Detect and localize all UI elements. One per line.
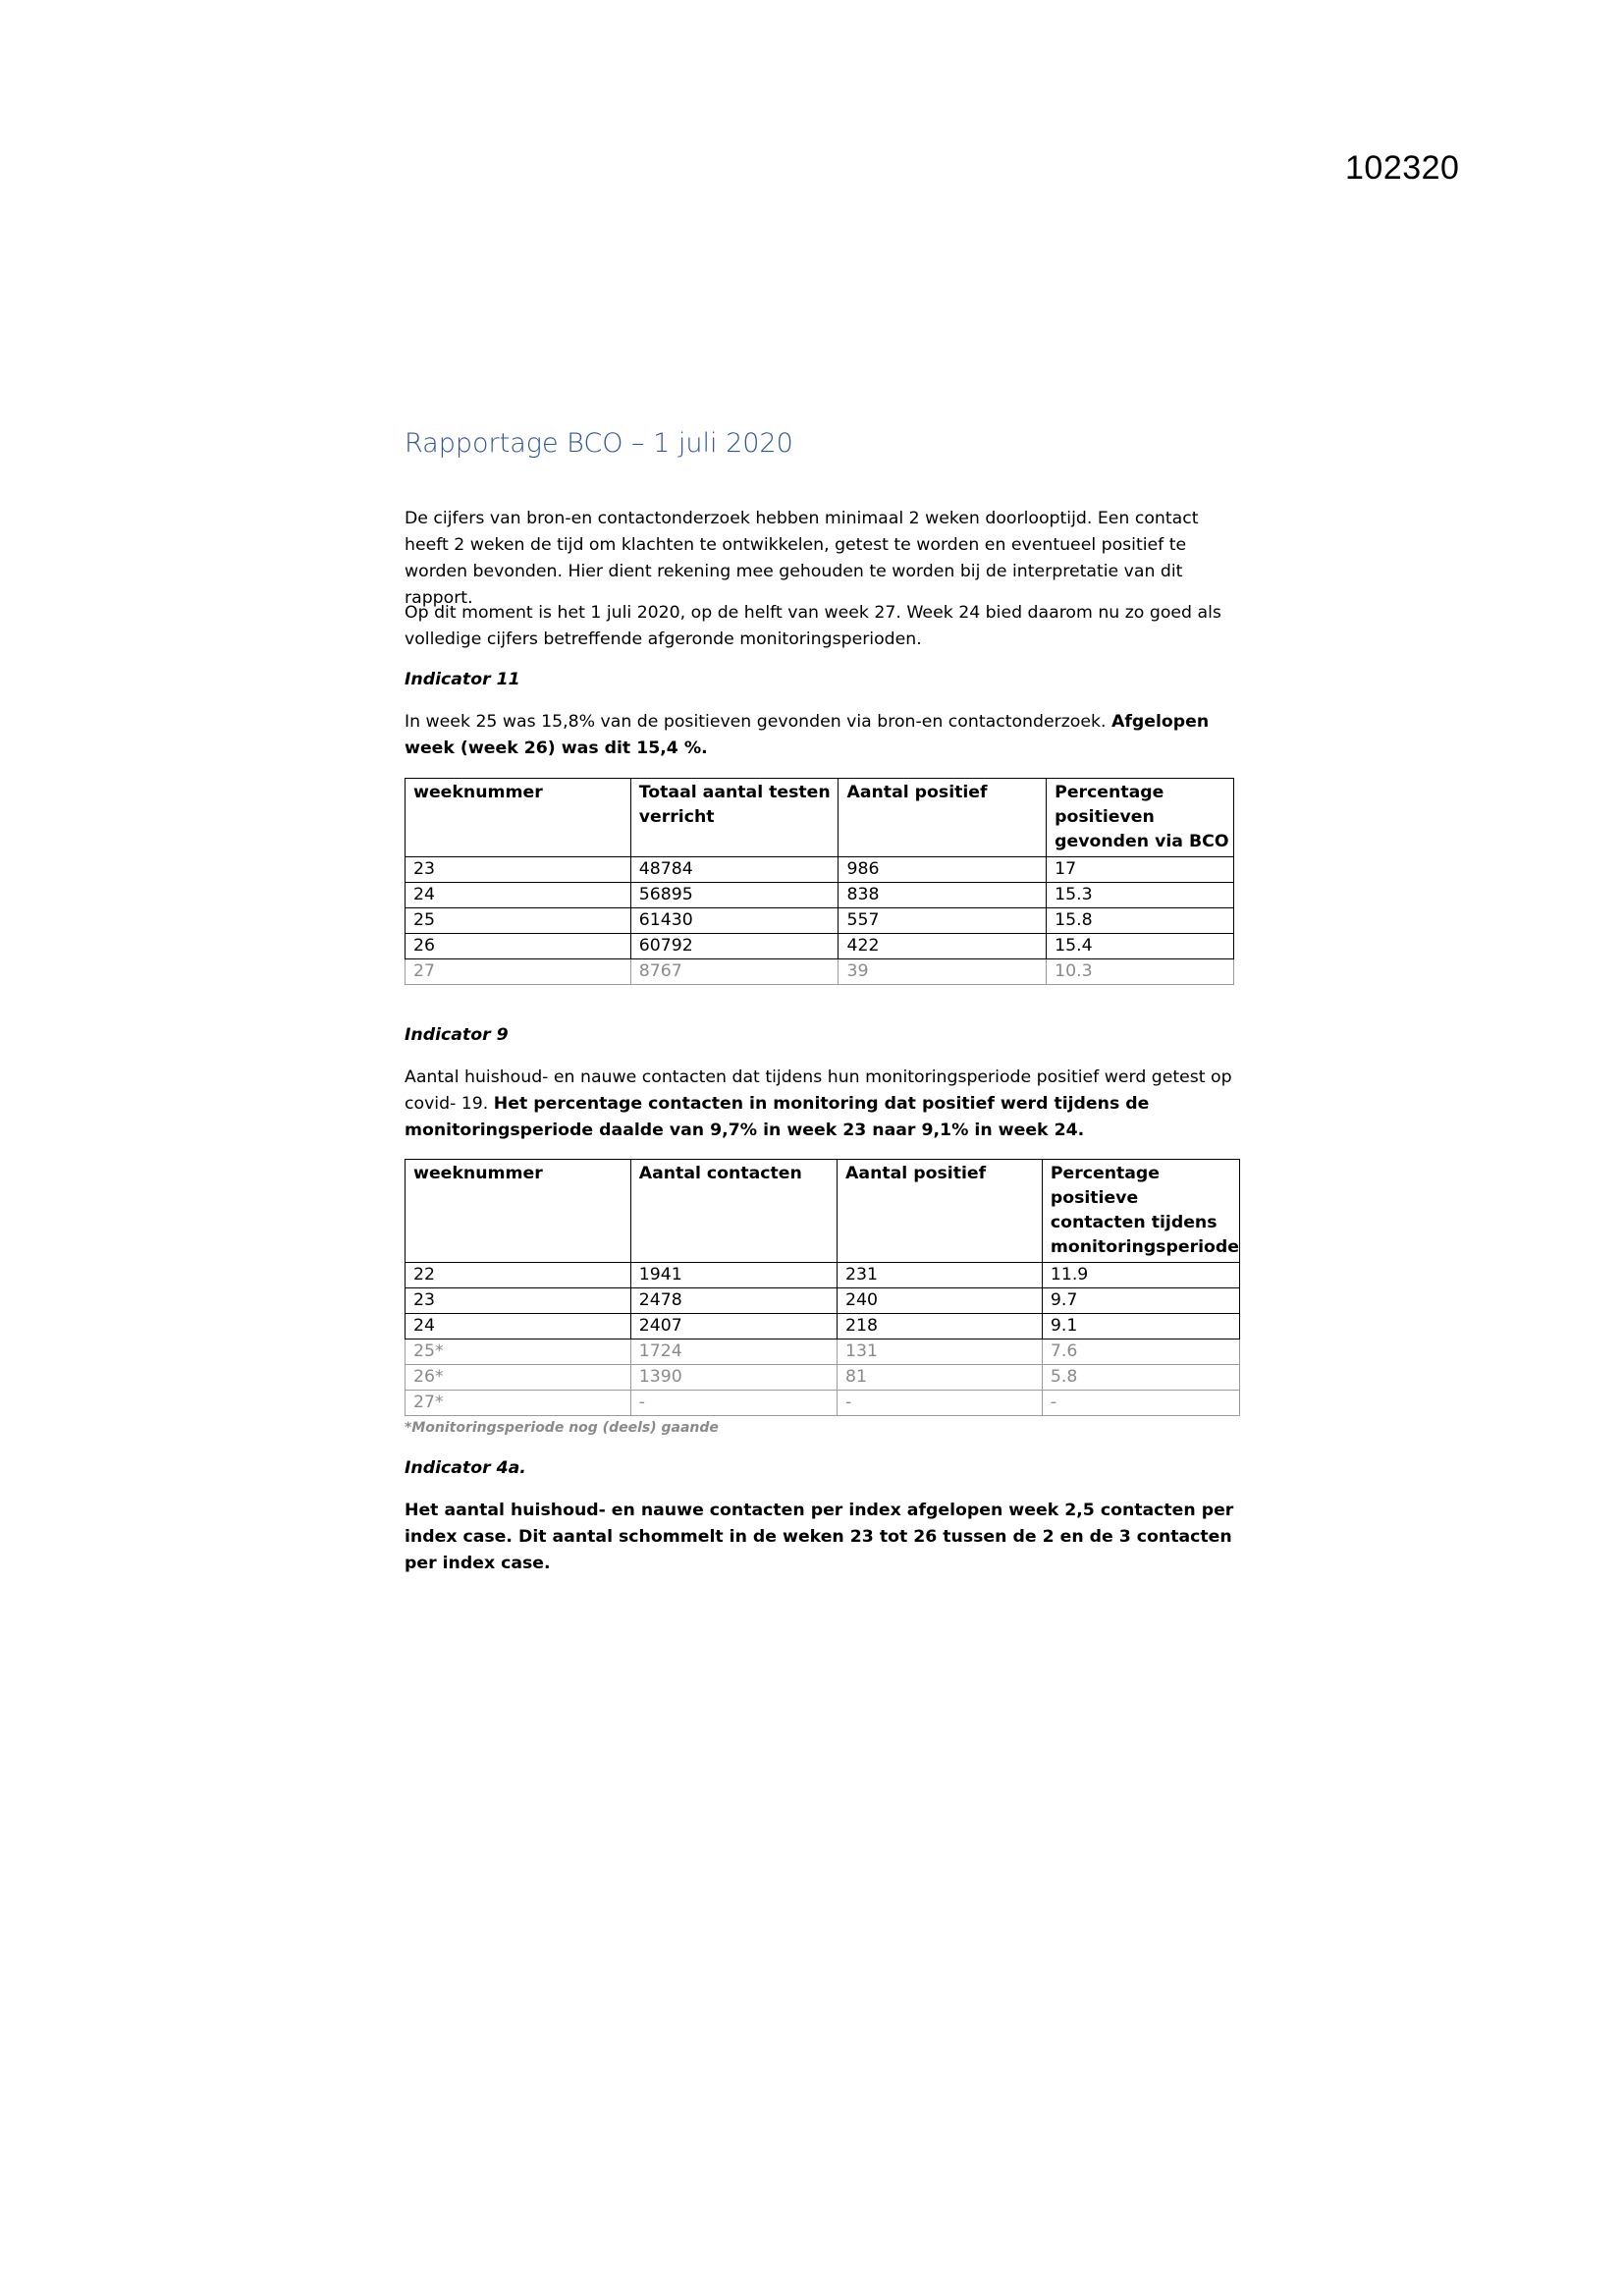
indicator-11-text-bold: Afgelopen week (week 26) was dit 15,4 %. — [405, 712, 1210, 758]
table-row — [406, 857, 1234, 883]
table-cell: - — [838, 1391, 1043, 1416]
indicator-4a-text: Het aantal huishoud- en nauwe contacten per index afgelopen week 2,5 contacten per index case. Dit aantal schommelt in de weken 23 tot 26 tussen de 2 en de 3 contacten per index case. — [405, 1501, 1234, 1573]
table-row — [406, 1365, 1240, 1391]
table-cell: 7.6 — [1042, 1339, 1239, 1365]
table-cell: 48784 — [630, 857, 839, 883]
indicator-9-table — [405, 1159, 1240, 1416]
table-cell: 60792 — [630, 934, 839, 959]
table-cell: 15.3 — [1047, 883, 1234, 908]
table-row — [406, 1339, 1240, 1365]
table-cell: 9.7 — [1042, 1288, 1239, 1314]
table-header-row — [406, 1160, 1240, 1263]
column-header: weeknummer — [406, 779, 631, 857]
table-cell: 240 — [838, 1288, 1043, 1314]
table-row — [406, 1263, 1240, 1288]
table-cell: 25* — [406, 1339, 631, 1365]
table-cell: 15.4 — [1047, 934, 1234, 959]
table-row — [406, 1391, 1240, 1416]
table-cell: 26* — [406, 1365, 631, 1391]
indicator-9-text — [405, 1065, 1239, 1144]
indicator-9-text-bold: Het percentage contacten in monitoring dat positief werd tijdens de monitoringsperiode daalde van 9,7% in week 23 naar 9,1% in week 24. — [405, 1094, 1150, 1140]
document-number: 102320 — [1345, 149, 1460, 187]
table-cell: 22 — [406, 1263, 631, 1288]
table-cell: 557 — [839, 908, 1047, 934]
table-cell: 131 — [838, 1339, 1043, 1365]
table-cell: 422 — [839, 934, 1047, 959]
table-cell: 27 — [406, 959, 631, 985]
table-cell: 26 — [406, 934, 631, 959]
table-row — [406, 908, 1234, 934]
table-cell: 56895 — [630, 883, 839, 908]
intro-paragraph-1: De cijfers van bron-en contactonderzoek hebben minimaal 2 weken doorlooptijd. Een contact heeft 2 weken de tijd om klachten te ontwikkelen, getest te worden en eventueel positief te worden bevonden. Hier dient rekening mee gehouden te worden bij de interpretatie van dit rapport. — [405, 509, 1199, 608]
table-row — [406, 934, 1234, 959]
table-cell: 17 — [1047, 857, 1234, 883]
indicator-9-footnote: *Monitoringsperiode nog (deels) gaande — [405, 1420, 719, 1436]
table-cell: - — [630, 1391, 837, 1416]
column-header: Percentage positieve contacten tijdens monitoringsperiode — [1042, 1160, 1239, 1263]
table-header-row — [406, 779, 1234, 857]
column-header: Aantal contacten — [630, 1160, 837, 1263]
table-cell: 218 — [838, 1314, 1043, 1339]
column-header: weeknummer — [406, 1160, 631, 1263]
indicator-11-table — [405, 778, 1234, 985]
indicator-4a-heading: Indicator 4a. — [405, 1458, 526, 1478]
column-header: Totaal aantal testen verricht — [630, 779, 839, 857]
table-cell: 2478 — [630, 1288, 837, 1314]
table-cell: 1390 — [630, 1365, 837, 1391]
indicator-11-text-plain: In week 25 was 15,8% van de positieven gevonden via bron-en contactonderzoek. — [405, 712, 1111, 732]
table-cell: 81 — [838, 1365, 1043, 1391]
intro-paragraph-2: Op dit moment is het 1 juli 2020, op de helft van week 27. Week 24 bied daarom nu zo goed als volledige cijfers betreffende afgeronde monitoringsperioden. — [405, 603, 1221, 649]
table-cell: 1724 — [630, 1339, 837, 1365]
table-cell: 15.8 — [1047, 908, 1234, 934]
table-cell: 2407 — [630, 1314, 837, 1339]
table-cell: 231 — [838, 1263, 1043, 1288]
indicator-9-heading: Indicator 9 — [405, 1025, 509, 1045]
table-cell: 61430 — [630, 908, 839, 934]
table-cell: - — [1042, 1391, 1239, 1416]
table-row — [406, 1288, 1240, 1314]
indicator-11-text — [405, 709, 1239, 762]
report-title: Rapportage BCO – 1 juli 2020 — [405, 428, 793, 459]
table-row — [406, 959, 1234, 985]
table-cell: 838 — [839, 883, 1047, 908]
table-cell: 11.9 — [1042, 1263, 1239, 1288]
table-cell: 23 — [406, 1288, 631, 1314]
table-cell: 986 — [839, 857, 1047, 883]
indicator-11-heading: Indicator 11 — [405, 670, 520, 689]
table-cell: 24 — [406, 883, 631, 908]
table-cell: 25 — [406, 908, 631, 934]
table-cell: 1941 — [630, 1263, 837, 1288]
indicator-9-text-plain: Aantal huishoud- en nauwe contacten dat tijdens hun monitoringsperiode positief werd getest op covid- 19. — [405, 1067, 1232, 1114]
table-cell: 5.8 — [1042, 1365, 1239, 1391]
column-header: Percentage positieven gevonden via BCO — [1047, 779, 1234, 857]
column-header: Aantal positief — [839, 779, 1047, 857]
table-cell: 23 — [406, 857, 631, 883]
table-cell: 27* — [406, 1391, 631, 1416]
table-cell: 39 — [839, 959, 1047, 985]
table-cell: 24 — [406, 1314, 631, 1339]
table-cell: 9.1 — [1042, 1314, 1239, 1339]
column-header: Aantal positief — [838, 1160, 1043, 1263]
table-row — [406, 883, 1234, 908]
table-cell: 8767 — [630, 959, 839, 985]
table-row — [406, 1314, 1240, 1339]
table-cell: 10.3 — [1047, 959, 1234, 985]
